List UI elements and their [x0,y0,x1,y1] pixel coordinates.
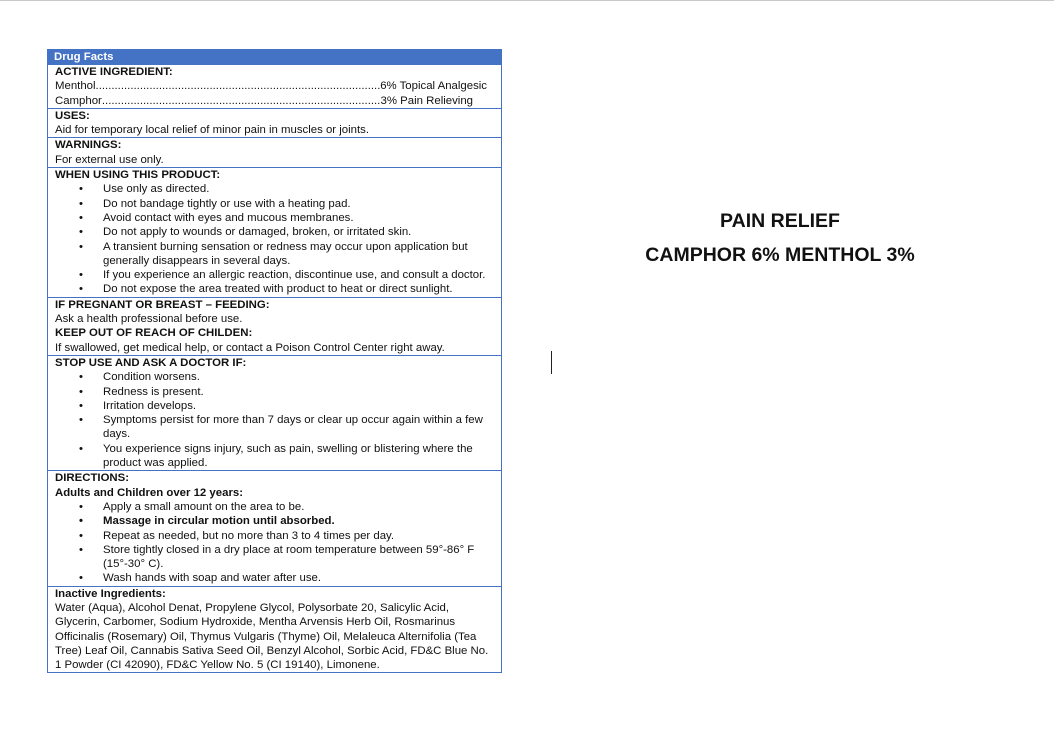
drug-facts-title: Drug Facts [48,50,501,64]
directions-section [48,470,501,585]
list-item: • Apply a small amount on the area to be. [103,500,495,514]
list-item: • Repeat as needed, but no more than 3 to 4 times per day. [103,529,495,543]
pregnant-heading: IF PREGNANT OR BREAST – FEEDING: [55,298,270,311]
warnings-heading: WARNINGS: [55,139,122,152]
list-item: • Massage in circular motion until absorbed. [103,514,495,528]
pregnant-section [48,297,501,355]
leader-dots [102,94,381,108]
warnings-text: For external use only. [55,153,164,166]
product-strength-line: CAMPHOR 6% MENTHOL 3% [645,244,915,266]
drug-facts-panel [47,49,502,673]
directions-heading: DIRECTIONS: [55,472,130,485]
list-item: • If you experience an allergic reaction, discontinue use, and consult a doctor. [103,268,495,282]
list-item: • Avoid contact with eyes and mucous membranes. [103,211,495,225]
list-item: • Store tightly closed in a dry place at room temperature between 59°-86° F (15°-30° C). [103,543,495,572]
list-item: • You experience signs injury, such as pain, swelling or blistering where the product was applied. [103,442,495,471]
warnings-section [48,137,501,167]
uses-text: Aid for temporary local relief of minor pain in muscles or joints. [55,124,369,137]
stop-use-heading: STOP USE AND ASK A DOCTOR IF: [55,356,247,369]
ingredient-purpose: 3% Pain Relieving [380,94,473,107]
list-item: • Condition worsens. [103,370,495,384]
directions-subheading: Adults and Children over 12 years: [55,486,244,499]
ingredient-row [55,94,495,108]
pregnant-text: Ask a health professional before use. [55,313,243,326]
ingredient-purpose: 6% Topical Analgesic [380,80,487,93]
list-item: • Do not bandage tightly or use with a heating pad. [103,197,495,211]
keep-out-heading: KEEP OUT OF REACH OF CHILDEN: [55,327,253,340]
ingredient-row [55,79,495,93]
when-using-section [48,167,501,297]
list-item: • Symptoms persist for more than 7 days or clear up occur again within a few days. [103,413,495,442]
list-item: • Wash hands with soap and water after use. [103,571,495,585]
list-item: • Irritation develops. [103,399,495,413]
active-ingredient-section [48,64,501,108]
inactive-heading: Inactive Ingredients: [55,587,166,600]
text-cursor [551,351,552,374]
list-item: • A transient burning sensation or redness may occur upon application but generally disappears in several days. [103,240,495,269]
ingredient-name: Camphor [55,94,102,107]
stop-use-section [48,355,501,470]
list-item: • Do not apply to wounds or damaged, broken, or irritated skin. [103,225,495,239]
ingredient-name: Menthol [55,80,96,93]
uses-section [48,108,501,138]
leader-dots [96,79,381,93]
window-top-border [0,0,1054,1]
keep-out-text: If swallowed, get medical help, or contact a Poison Control Center right away. [55,341,445,354]
list-item: • Redness is present. [103,385,495,399]
product-name-line: PAIN RELIEF [720,210,840,232]
list-item: • Do not expose the area treated with product to heat or direct sunlight. [103,282,495,296]
inactive-section [48,586,501,673]
list-item: • Use only as directed. [103,182,495,196]
uses-heading: USES: [55,109,90,122]
inactive-text: Water (Aqua), Alcohol Denat, Propylene Glycol, Polysorbate 20, Salicylic Acid, Glycerin, Carbomer, Sodium Hydroxide, Mentha Arvensis Herb Oil, Rosmarinus Officinalis (Rosemary) Oil, Thymus Vulgaris (Thyme) Oil, Melaleuca Alternifolia (Tea Tree) Leaf Oil, Cannabis Sativa Seed Oil, Benzyl Alcohol, Sorbic Acid, FD&C Blue No. 1 Powder (CI 42090), FD&C Yellow No. 5 (CI 19140), Limonene. [55,601,489,672]
active-ingredient-heading: ACTIVE INGREDIENT: [55,66,173,78]
when-using-heading: WHEN USING THIS PRODUCT: [55,169,221,182]
